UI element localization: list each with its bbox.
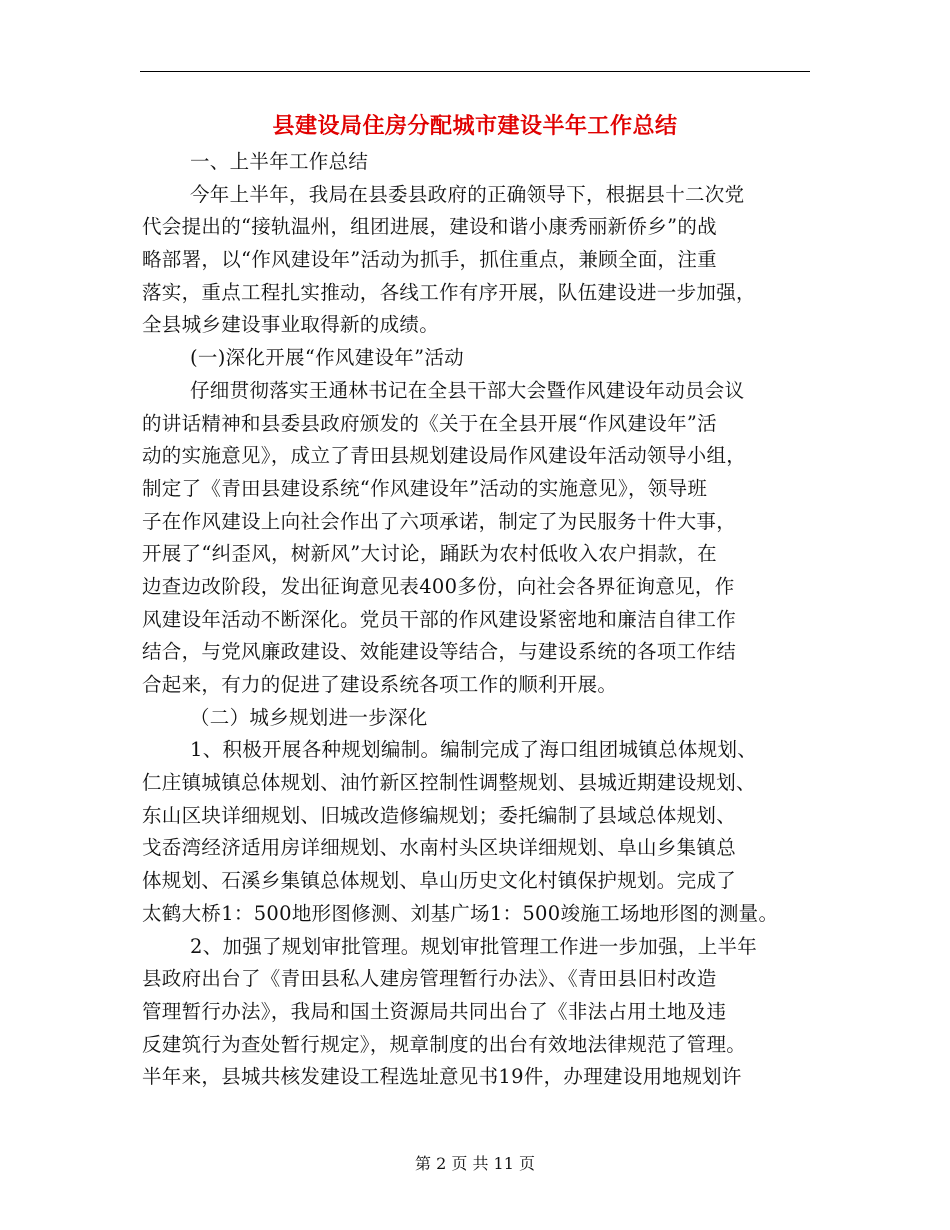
body-line: 结合，与党风廉政建设、效能建设等结合，与建设系统的各项工作结 (142, 640, 737, 664)
body-line: 反建筑行为查处暂行规定》，规章制度的出台有效地法律规范了管理。 (142, 1032, 747, 1056)
body-line: 戈岙湾经济适用房详细规划、水南村头区块详细规划、阜山乡集镇总 (142, 836, 737, 860)
body-line: 仁庄镇城镇总体规划、油竹新区控制性调整规划、县城近期建设规划、 (142, 771, 756, 795)
document-body (142, 146, 812, 1094)
body-line: 全县城乡建设事业取得新的成绩。 (142, 313, 440, 337)
body-line: 东山区块详细规划、旧城改造修编规划；委托编制了县域总体规划、 (142, 803, 737, 827)
body-line: 子在作风建设上向社会作出了六项承诺，制定了为民服务十件大事， (142, 509, 737, 533)
body-line: 合起来，有力的促进了建设系统各项工作的顺利开展。 (142, 673, 618, 696)
body-line: 风建设年活动不断深化。党员干部的作风建设紧密地和廉洁自律工作 (142, 607, 737, 631)
header-rule (140, 71, 810, 72)
body-line: 一、上半年工作总结 (190, 150, 369, 173)
body-line: 1、积极开展各种规划编制。编制完成了海口组团城镇总体规划、 (190, 738, 758, 762)
body-line: 今年上半年，我局在县委县政府的正确领导下，根据县十二次党 (190, 182, 745, 206)
body-line: 体规划、石溪乡集镇总体规划、阜山历史文化村镇保护规划。完成了 (142, 869, 737, 893)
body-line: 管理暂行办法》，我局和国土资源局共同出台了《非法占用土地及违 (142, 999, 727, 1023)
body-line: （二）城乡规划进一步深化 (190, 705, 428, 729)
body-line: 县政府出台了《青田县私人建房管理暂行办法》、《青田县旧村改造 (142, 967, 717, 991)
body-line: 仔细贯彻落实王通林书记在全县干部大会暨作风建设年动员会议 (190, 378, 745, 402)
body-line: 半年来，县城共核发建设工程选址意见书19件，办理建设用地规划许 (142, 1065, 742, 1089)
page-footer: 第 2 页 共 11 页 (415, 1154, 535, 1173)
body-line: 开展了“纠歪风，树新风”大讨论，踊跃为农村低收入农户捐款，在 (142, 542, 717, 566)
body-line: 2、加强了规划审批管理。规划审批管理工作进一步加强，上半年 (190, 934, 758, 958)
body-line: (一)深化开展“作风建设年”活动 (190, 346, 464, 370)
body-line: 边查边改阶段，发出征询意见表400多份，向社会各界征询意见，作 (142, 574, 735, 598)
body-line: 制定了《青田县建设系统“作风建设年”活动的实施意见》，领导班 (142, 476, 708, 500)
body-line: 太鹤大桥1：500地形图修测、刘基广场1：500竣施工场地形图的测量。 (142, 901, 779, 925)
body-line: 的讲话精神和县委县政府颁发的《关于在全县开展“作风建设年”活 (142, 411, 717, 435)
body-line: 代会提出的“接轨温州，组团进展，建设和谐小康秀丽新侨乡”的战 (142, 215, 717, 239)
body-line: 略部署，以“作风建设年”活动为抓手，抓住重点，兼顾全面，注重 (142, 248, 717, 272)
body-line: 动的实施意见》，成立了青田县规划建设局作风建设年活动领导小组， (142, 444, 747, 468)
document-title: 县建设局住房分配城市建设半年工作总结 (272, 113, 678, 139)
body-line: 落实，重点工程扎实推动，各线工作有序开展，队伍建设进一步加强， (142, 280, 756, 304)
